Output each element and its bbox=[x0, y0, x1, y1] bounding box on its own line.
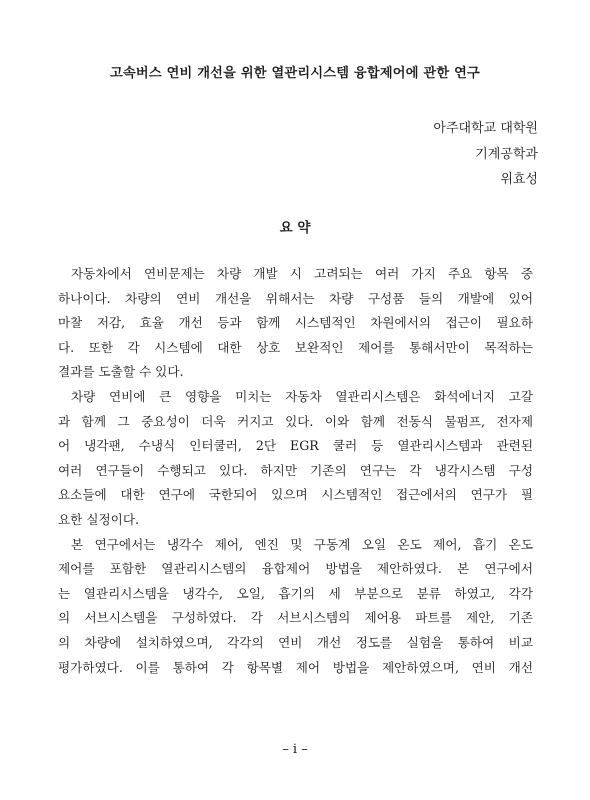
text-line: 의 차량에 설치하였으며, 각각의 연비 개선 정도를 실험을 통하여 비교 bbox=[58, 634, 533, 650]
department-name: 기계공학과 bbox=[475, 147, 538, 162]
text-line: 다. 또한 각 시스템에 대한 상호 보완적인 제어를 통해서만이 목적하는 bbox=[58, 339, 533, 355]
abstract-paragraph bbox=[58, 533, 533, 681]
abstract-body bbox=[58, 262, 533, 680]
thesis-title: 고속버스 연비 개선을 위한 열관리시스템 융합제어에 관한 연구 bbox=[110, 66, 480, 81]
text-line: 제어를 포함한 열관리시스템의 융합제어 방법을 제안하였다. 본 연구에서 bbox=[58, 561, 533, 577]
text-line: 본 연구에서는 냉각수 제어, 엔진 및 구동계 오일 온도 제어, 흡기 온도 bbox=[71, 536, 533, 552]
text-line: 자동차에서 연비문제는 차량 개발 시 고려되는 여러 가지 주요 항목 중 bbox=[71, 266, 533, 281]
text-line: 어 냉각팬, 수냉식 인터쿨러, 2단 EGR 쿨러 등 열관리시스템과 관련된 bbox=[58, 438, 533, 454]
university-name: 아주대학교 대학원 bbox=[433, 121, 538, 136]
abstract-paragraph bbox=[58, 385, 533, 533]
text-line: 하나이다. 차량의 연비 개선을 위해서는 차량 구성품 들의 개발에 있어 bbox=[58, 290, 533, 306]
text-line: 의 서브시스템을 구성하였다. 각 서브시스템의 제어용 파트를 제안, 기존 bbox=[58, 610, 533, 626]
text-line: 평가하였다. 이를 통하여 각 항목별 제어 방법을 제안하였으며, 연비 개선 bbox=[58, 659, 533, 675]
abstract-paragraph bbox=[58, 262, 533, 385]
text-line: 마찰 저감, 효율 개선 등과 함께 시스템적인 차원에서의 접근이 필요하 bbox=[58, 315, 533, 331]
text-line: 과 함께 그 중요성이 더욱 커지고 있다. 이와 함께 전동식 물펌프, 전자제 bbox=[58, 413, 533, 429]
abstract-heading: 요 약 bbox=[279, 220, 311, 236]
text-line: 차량 연비에 큰 영향을 미치는 자동차 열관리시스템은 화석에너지 고갈 bbox=[71, 388, 533, 404]
text-line: 는 열관리시스템을 냉각수, 오일, 흡기의 세 부분으로 분류 하였고, 각각 bbox=[58, 585, 533, 601]
text-line: 여러 연구들이 수행되고 있다. 하지만 기존의 연구는 각 냉각시스템 구성 bbox=[58, 462, 533, 478]
author-name: 위효성 bbox=[500, 172, 538, 187]
text-line: 요한 실정이다. bbox=[58, 511, 139, 527]
page-number: – i – bbox=[282, 742, 308, 757]
text-line: 결과를 도출할 수 있다. bbox=[58, 364, 184, 380]
text-line: 요소들에 대한 연구에 국한되어 있으며 시스템적인 접근에서의 연구가 필 bbox=[58, 487, 533, 503]
